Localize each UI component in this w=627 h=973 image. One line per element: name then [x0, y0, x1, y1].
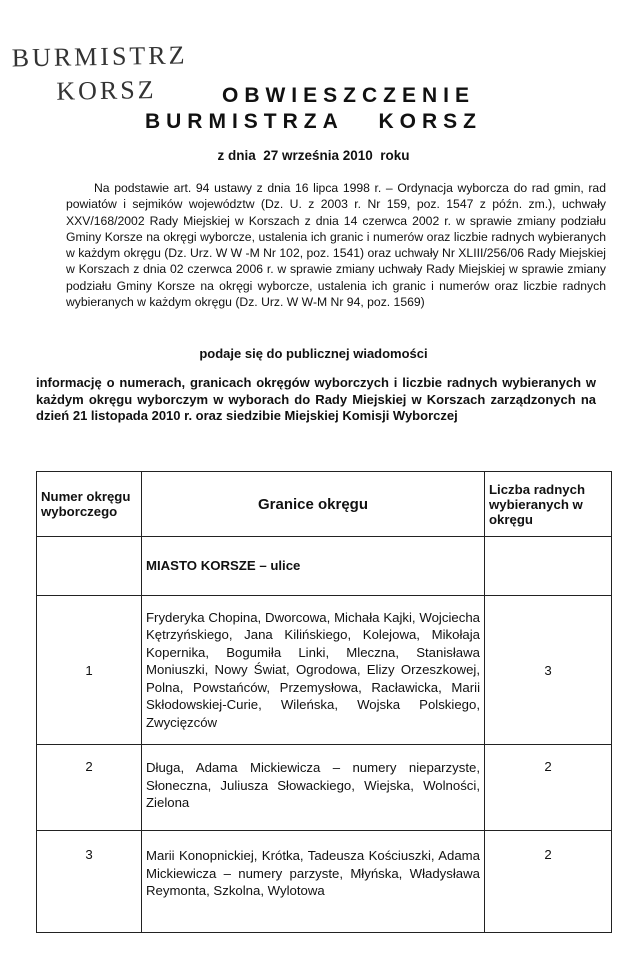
table-row	[37, 745, 612, 831]
district-streets: Fryderyka Chopina, Dworcowa, Michała Kajki, Wojciecha Kętrzyńskiego, Jana Kilińskiego, Kolejowa, Mikołaja Kopernika, Bogumiła Linki, Mleczna, Stanisława Moniuszki, Nowy Świat, Ogrodowa, Elizy Orzeszkowej, Polna, Powstańców, Przemysłowa, Racławicka, Marii Skłodowskiej-Curie, Wileńska, Wojska Polskiego, Zwycięzców	[142, 596, 485, 745]
table-header-row	[37, 472, 612, 537]
section-empty-cell	[485, 537, 612, 596]
district-number: 1	[37, 596, 142, 745]
document-subtitle: BURMISTRZA KORSZ	[144, 110, 483, 133]
district-number: 2	[37, 745, 142, 831]
district-streets: Marii Konopnickiej, Krótka, Tadeusza Kościuszki, Adama Mickiewicza – numery parzyste, Młyńska, Władysława Reymonta, Szkolna, Wylotowa	[142, 831, 485, 933]
header-district-boundaries: Granice okręgu	[142, 472, 485, 537]
announcement-line: podaje się do publicznej wiadomości	[199, 346, 428, 361]
legal-basis-paragraph: Na podstawie art. 94 ustawy z dnia 16 lipca 1998 r. – Ordynacja wyborcza do rad gmin, rad powiatów i sejmików województw (Dz. U. z 2003 r. Nr 159, poz. 1547 z późn. zm.), uchwały XXV/168/2002 Rady Miejskiej w Korszach z dnia 14 czerwca 2002 r. w sprawie zmiany podziału Gminy Korsze na okręgi wyborcze, ustalenia ich granic i numerów oraz liczbie radnych wybieranych w każdym okręgu (Dz. Urz. W W -M Nr 102, poz. 1541) oraz uchwały Nr XLIII/256/06 Rady Miejskiej w Korszach z dnia 02 czerwca 2006 r. w sprawie zmiany uchwały Rady Miejskiej w sprawie zmiany podziału Gminy Korsze na okręgi wyborcze, ustalenia ich granic i numerów oraz liczbie radnych wybieranych w każdym okręgu (Dz. Urz. W W-M Nr 94, poz. 1569)	[66, 181, 606, 310]
district-councillors: 2	[485, 745, 612, 831]
district-number: 3	[37, 831, 142, 933]
header-district-number: Numer okręgu wyborczego	[37, 472, 142, 537]
document-date: z dnia 27 września 2010 roku	[217, 148, 410, 163]
stamp-line-1: BURMISTRZ	[11, 40, 188, 73]
stamp-line-2: KORSZ	[56, 75, 157, 106]
districts-table	[36, 471, 612, 933]
information-paragraph: informację o numerach, granicach okręgów wyborczych i liczbie radnych wybieranych w każdym okręgu wyborczym w wyborach do Rady Miejskiej w Korszach zarządzonych na dzień 21 listopada 2010 r. oraz siedzibie Miejskiej Komisji Wyborczej	[36, 375, 596, 423]
district-councillors: 3	[485, 596, 612, 745]
section-label: MIASTO KORSZE – ulice	[142, 537, 485, 596]
district-councillors: 2	[485, 831, 612, 933]
table-row	[37, 831, 612, 933]
table-row	[37, 596, 612, 745]
document-title: OBWIESZCZENIE	[221, 84, 475, 107]
table-section-row	[37, 537, 612, 596]
header-councillor-count: Liczba radnych wybieranych w okręgu	[485, 472, 612, 537]
district-streets: Długa, Adama Mickiewicza – numery nieparzyste, Słoneczna, Juliusza Słowackiego, Wiejska, Wolności, Zielona	[142, 745, 485, 831]
section-empty-cell	[37, 537, 142, 596]
